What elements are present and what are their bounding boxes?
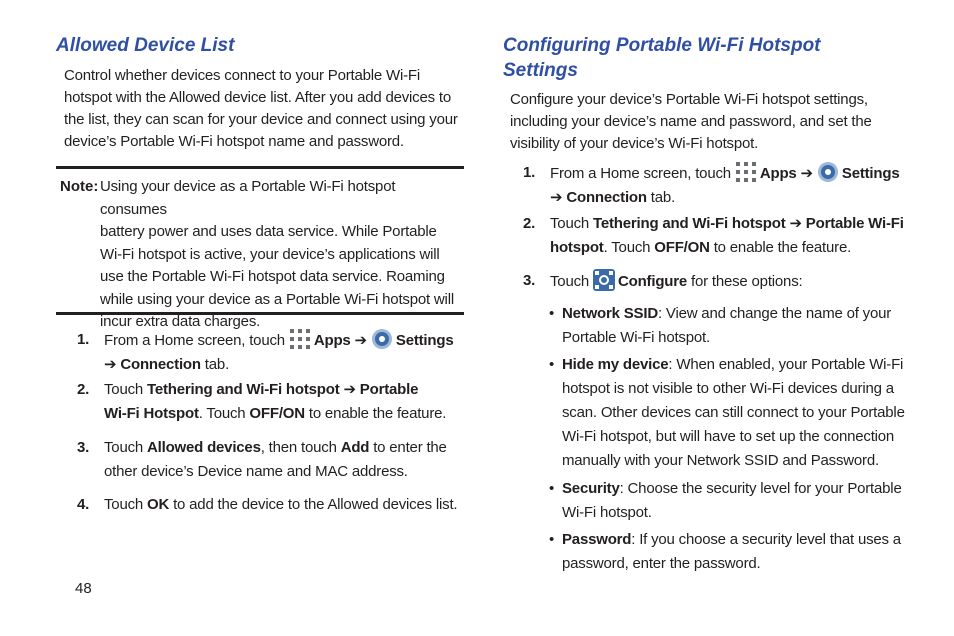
- apps-grid-icon: [289, 328, 311, 350]
- configuring-intro: Configure your device’s Portable Wi-Fi hotspot settings, including your device’s name and password, and set the visibility of your device’s Wi-Fi hotspot.: [510, 91, 872, 152]
- left-step-2: 2. Touch Tethering and Wi-Fi hotspot ➔ Portable Wi-Fi Hotspot. Touch OFF/ON to enable the feature.: [77, 381, 447, 422]
- section-heading-allowed-device-list: Allowed Device List: [56, 35, 235, 56]
- allowed-device-intro: Control whether devices connect to your Portable Wi-Fi hotspot with the Allowed device list. After you add devices to the list, they can scan for your device and connect using your device’s Portable Wi-Fi hotspot name and password.: [64, 67, 458, 150]
- configure-icon: [593, 269, 615, 291]
- note-box: [56, 166, 464, 330]
- page-number: 48: [75, 580, 92, 597]
- section-heading-configuring-hotspot: Configuring Portable Wi-Fi Hotspot Settings: [503, 35, 821, 81]
- left-step-3: 3. Touch Allowed devices, then touch Add to enter the other device’s Device name and MAC address.: [77, 439, 447, 480]
- apps-grid-icon: [735, 161, 757, 183]
- note-label: Note:: [60, 178, 99, 195]
- right-step-2: 2. Touch Tethering and Wi-Fi hotspot ➔ Portable Wi-Fi hotspot. Touch OFF/ON to enable the feature.: [523, 215, 904, 256]
- settings-gear-icon: [371, 328, 393, 350]
- left-step-1: 1. From a Home screen, touch Apps ➔ Settings ➔ Connection tab.: [77, 328, 467, 378]
- settings-gear-icon: [817, 161, 839, 183]
- left-step-4: 4. Touch OK to add the device to the Allowed devices list.: [77, 496, 458, 513]
- note-text: Using your device as a Portable Wi-Fi hotspot consumes battery power and uses data service. While Portable Wi-Fi hotspot is active, your device’s applications will use the Portable Wi-Fi hotspot data service. Roaming while using your device as a Portable Wi-Fi hotspot will incur extra data charges.: [100, 178, 454, 330]
- right-step-1: 1. From a Home screen, touch Apps ➔ Settings ➔ Connection tab.: [523, 161, 923, 211]
- right-step-3: 3. Touch Configure for these options:: [523, 269, 923, 295]
